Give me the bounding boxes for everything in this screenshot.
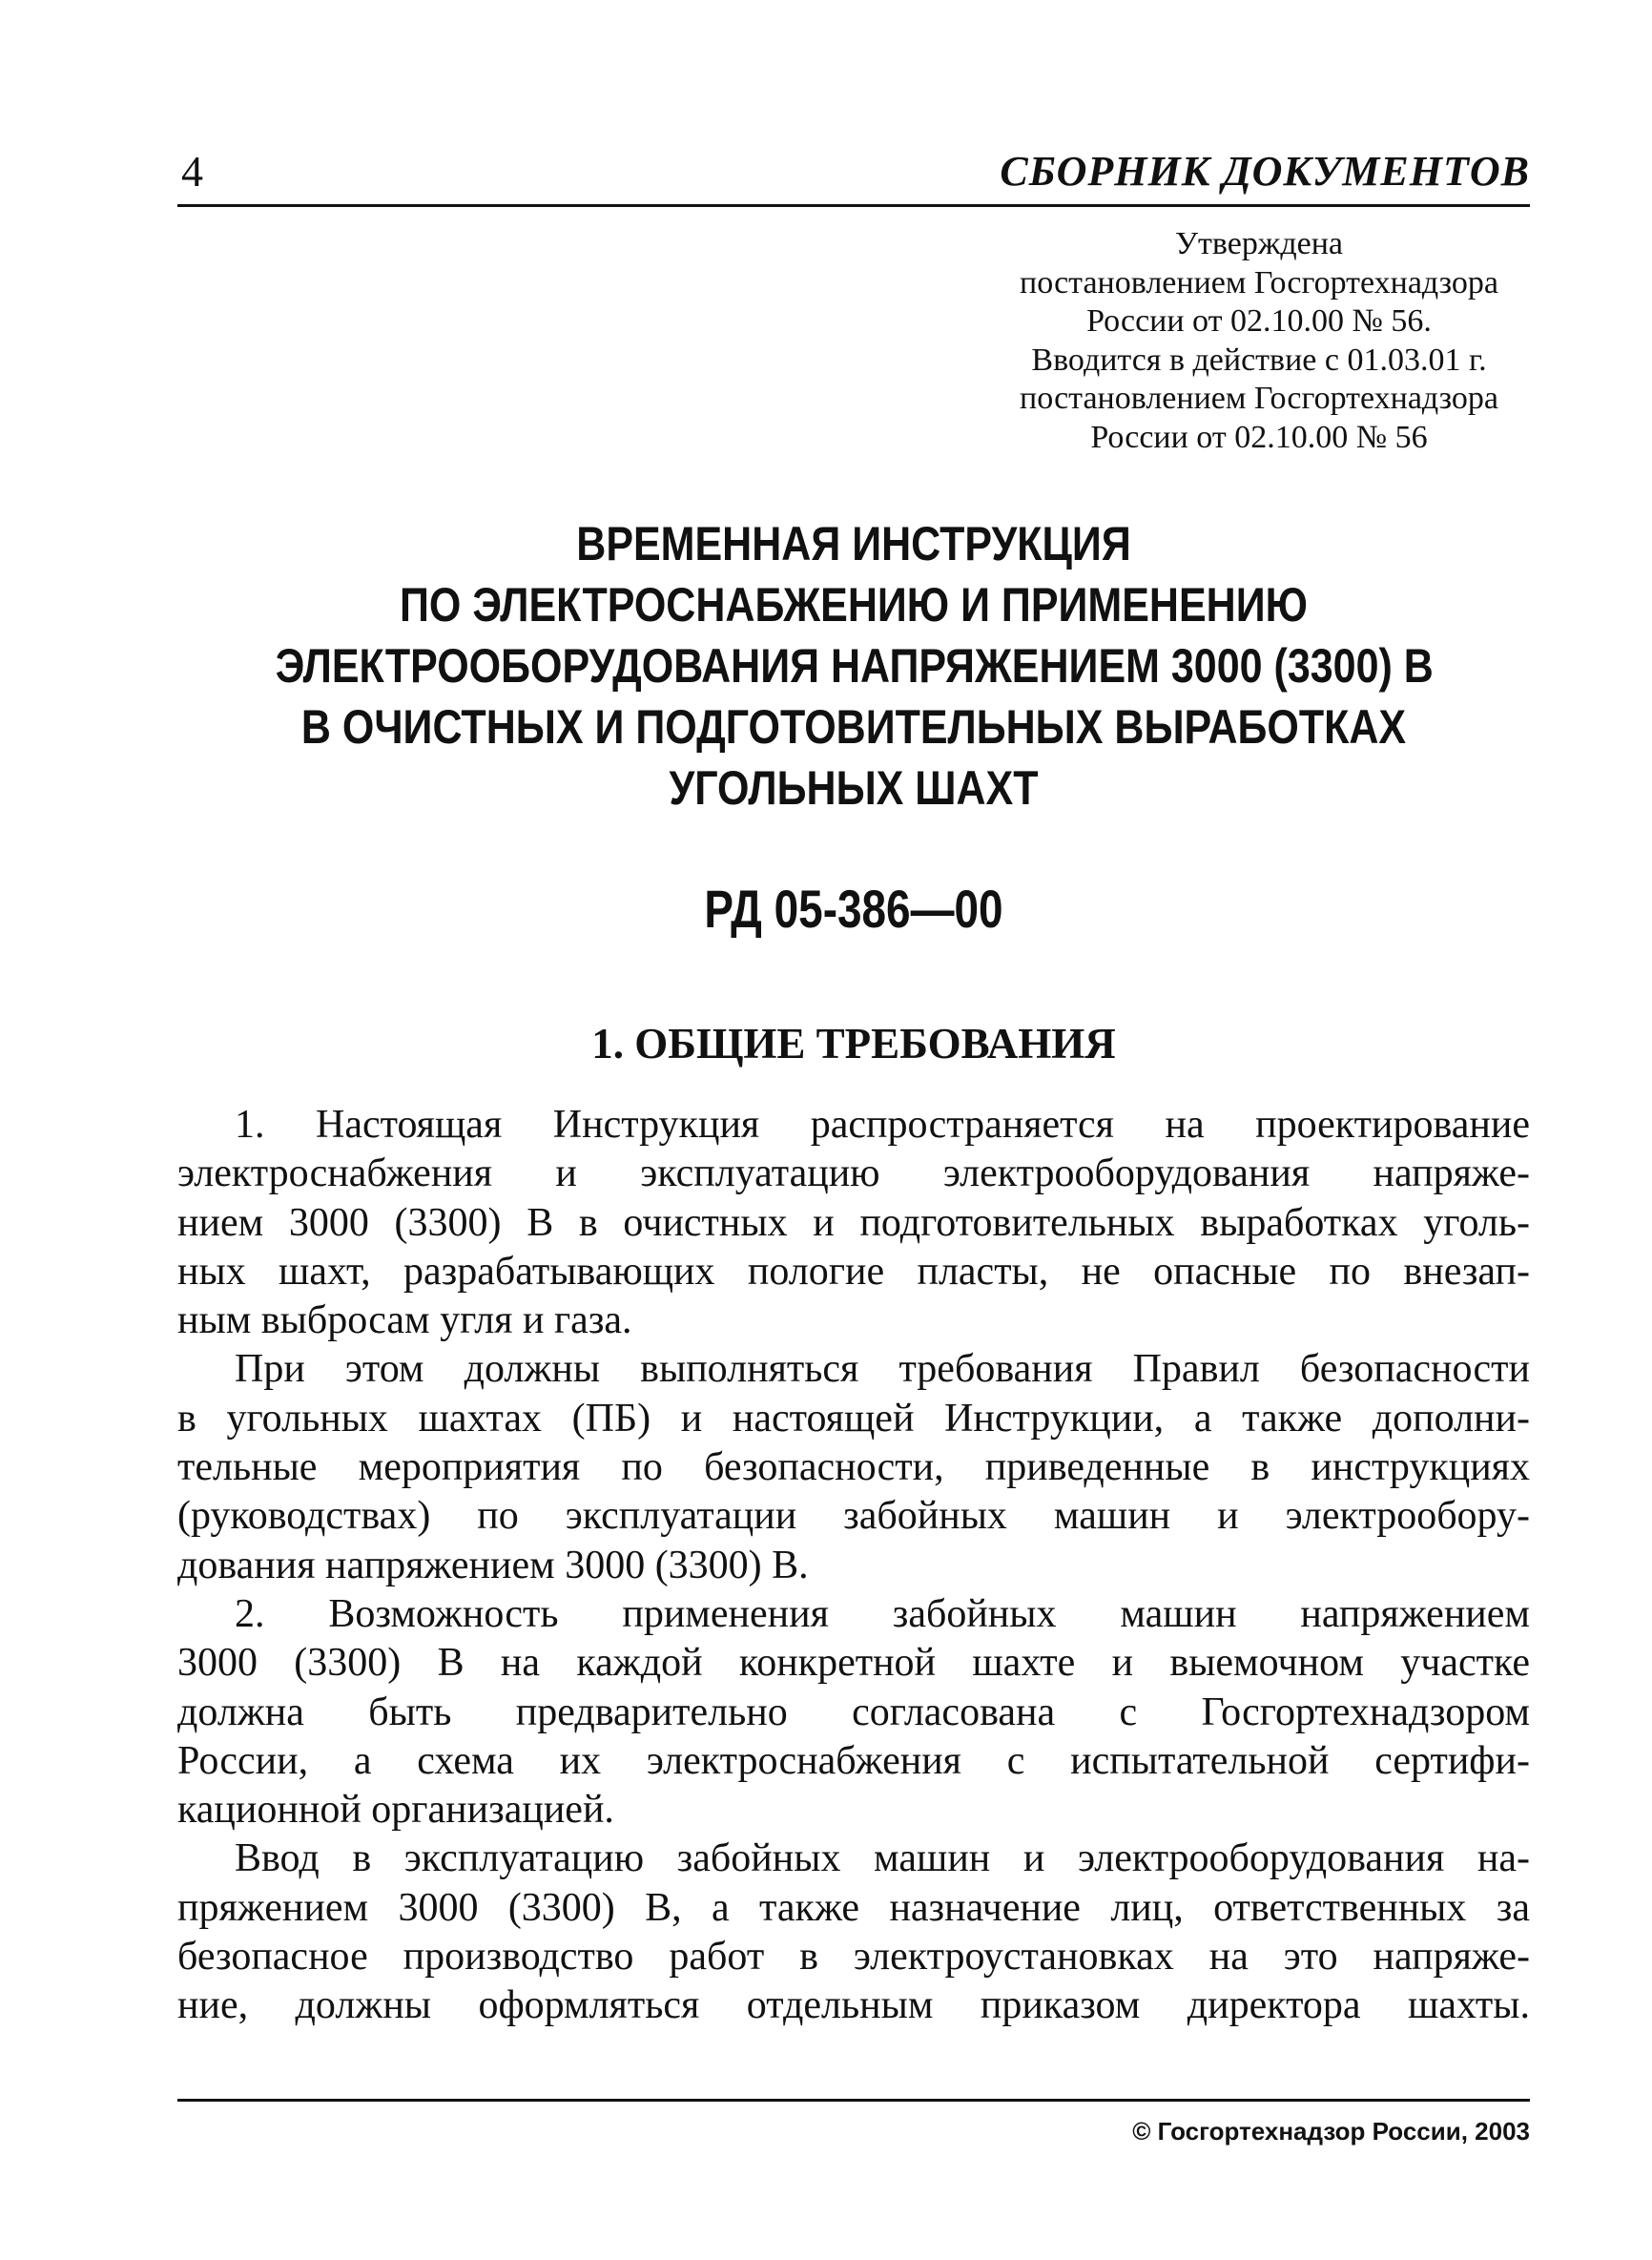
body-line: пряжением 3000 (3300) В, а также назначение лиц, ответственных за: [177, 1885, 1530, 1930]
section-heading: 1. ОБЩИЕ ТРЕБОВАНИЯ: [591, 1020, 1116, 1068]
running-title: СБОРНИК ДОКУМЕНТОВ: [1000, 148, 1530, 195]
approval-line: Вводится в действие с 01.03.01 г.: [1031, 342, 1487, 378]
body-line: (руководствах) по эксплуатации забойных машин и электрообору-: [177, 1494, 1530, 1539]
approval-line: Утверждена: [1174, 226, 1344, 261]
approval-line: постановлением Госгортехнадзора: [1020, 381, 1498, 416]
body-line: электроснабжения и эксплуатацию электрооборудования напряже-: [177, 1151, 1530, 1196]
title-line: В ОЧИСТНЫХ И ПОДГОТОВИТЕЛЬНЫХ ВЫРАБОТКАХ: [300, 700, 1407, 754]
body-line: в угольных шахтах (ПБ) и настоящей Инструкции, а также дополни-: [177, 1396, 1530, 1441]
approval-line: постановлением Госгортехнадзора: [1020, 264, 1498, 301]
body-line: нием 3000 (3300) В в очистных и подготовительных выработках уголь-: [177, 1200, 1530, 1245]
body-line: 1. Настоящая Инструкция распространяется на проектирование: [235, 1103, 1530, 1147]
body-line: тельные мероприятия по безопасности, приведенные в инструкциях: [177, 1445, 1530, 1490]
title-line: ВРЕМЕННАЯ ИНСТРУКЦИЯ: [576, 517, 1131, 570]
body-line: безопасное производство работ в электроустановках на это напряже-: [177, 1935, 1530, 1980]
footer-divider: [177, 2099, 1530, 2102]
copyright-notice: © Госгортехнадзор России, 2003: [1132, 2117, 1530, 2146]
body-line: должна быть предварительно согласована с Госгортехнадзором: [177, 1690, 1530, 1734]
body-line: ных шахт, разрабатывающих пологие пласты, не опасные по внезап-: [177, 1249, 1530, 1294]
approval-block: [954, 225, 1564, 457]
approval-line: России от 02.10.00 № 56: [1090, 419, 1428, 455]
body-line: дования напряжением 3000 (3300) В.: [177, 1543, 809, 1587]
body-line: ным выбросам угля и газа.: [177, 1298, 632, 1343]
body-line: 3000 (3300) В на каждой конкретной шахте и выемочном участке: [177, 1641, 1530, 1686]
title-line: ЭЛЕКТРООБОРУДОВАНИЯ НАПРЯЖЕНИЕМ 3000 (3300) В: [275, 639, 1434, 693]
document-title: [276, 513, 1433, 819]
body-line: кационной организацией.: [177, 1788, 614, 1833]
body-line: России, а схема их электроснабжения с испытательной сертифи-: [177, 1738, 1530, 1783]
title-line: ПО ЭЛЕКТРОСНАБЖЕНИЮ И ПРИМЕНЕНИЮ: [400, 578, 1308, 632]
body-line: ние, должны оформляться отдельным приказом директора шахты.: [177, 1983, 1530, 2028]
body-text: [177, 1101, 1530, 2031]
body-line: 2. Возможность применения забойных машин напряжением: [235, 1591, 1530, 1636]
title-line: УГОЛЬНЫХ ШАХТ: [669, 761, 1039, 815]
body-line: При этом должны выполняться требования Правил безопасности: [235, 1347, 1530, 1392]
body-line: Ввод в эксплуатацию забойных машин и электрооборудования на-: [235, 1836, 1530, 1881]
page-number: 4: [181, 147, 203, 196]
page-header: [177, 143, 1530, 207]
approval-line: России от 02.10.00 № 56.: [1086, 303, 1432, 339]
document-code: РД 05-386—00: [704, 879, 1003, 939]
